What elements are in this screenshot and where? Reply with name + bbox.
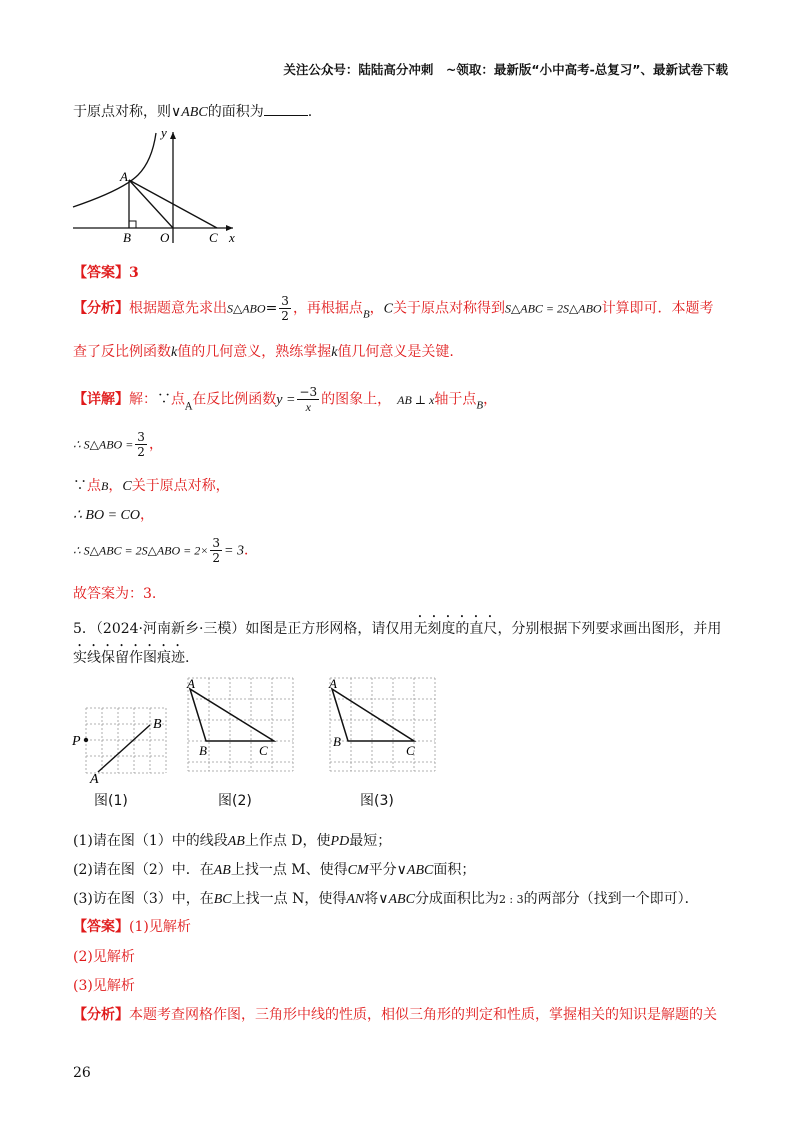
segment-label: PD — [330, 834, 350, 849]
frac-den: x — [305, 400, 311, 414]
math-expr: ∴ BO = CO — [73, 508, 140, 523]
frac-num: 3 — [137, 430, 145, 444]
triangle-abc — [332, 689, 414, 741]
punct: ， — [139, 507, 154, 523]
analysis-text: 查了反比例函数 — [73, 344, 171, 360]
punct: ． — [243, 542, 258, 559]
analysis-text: 值几何意义是关键. — [337, 344, 454, 360]
analysis-tag: 【分析】 — [73, 1007, 129, 1023]
question-2 — [73, 859, 475, 879]
equals: = — [265, 300, 278, 317]
point-c: C — [122, 479, 132, 494]
answer-5-line3: (3)见解析 — [73, 978, 135, 994]
page-header: 关注公众号：陆陆高分冲刺 ~领取：最新版“小中高考-总复习”、最新试卷下载 — [283, 62, 728, 77]
detail-line2 — [73, 430, 163, 459]
page-number: 26 — [73, 1065, 91, 1081]
question-text: 上作点 D，使 — [244, 833, 331, 849]
analysis-text: 值的几何意义，熟练掌握 — [177, 344, 332, 360]
question-text: 最短； — [349, 833, 392, 849]
label-c: C — [259, 743, 268, 758]
triangle-abc: ∨ABC — [378, 892, 415, 907]
punct: ， — [148, 436, 163, 453]
intro-suffix: 的面积为 — [207, 104, 264, 120]
segment-label: CM — [347, 863, 369, 878]
point-b: B — [101, 479, 109, 493]
hyperbola-graph — [68, 125, 253, 245]
question-text: (1)请在图（1）中的线段 — [73, 833, 228, 849]
math-expr: ∴ S△ABO = — [73, 437, 134, 452]
fig-caption-2: 图(2) — [218, 793, 252, 809]
math-expr: ∴ S△ABC = 2S△ABO = 2× — [73, 543, 209, 558]
frac-den: 2 — [281, 309, 289, 323]
analysis-1-line2 — [73, 341, 454, 361]
answer-5-line1 — [73, 916, 191, 936]
analysis-text: ，再根据点 — [292, 300, 363, 317]
intro-prefix: 于原点对称，则 — [73, 104, 171, 120]
k-symbol: k — [171, 345, 178, 360]
analysis-text: 根据题意先求出 — [129, 300, 227, 317]
answer-1 — [73, 262, 139, 282]
detail-line5 — [73, 536, 258, 565]
question-text: 分成面积比为 — [414, 891, 499, 907]
answer-5-line2: (2)见解析 — [73, 949, 135, 965]
triangle-abc: ∨ABC — [396, 863, 434, 878]
ratio: 2 : 3 — [498, 893, 524, 906]
label-a: A — [120, 169, 128, 184]
question-1 — [73, 830, 391, 850]
segment-ab — [98, 725, 150, 772]
area-abo: S△ABO — [227, 301, 266, 316]
answer-blank — [264, 115, 308, 116]
label-x: x — [229, 230, 235, 245]
analysis-1-line1 — [73, 294, 714, 323]
answer-part: (1)见解析 — [129, 919, 191, 935]
question-text: 的两部分（找到一个即可）． — [523, 891, 699, 907]
triangle-abc: ∨ABC — [171, 105, 208, 120]
answer-tag: 【答案】 — [73, 265, 129, 281]
detail-text: 轴于点 — [434, 391, 477, 408]
label-a: A — [329, 676, 337, 691]
question-text: 面积； — [433, 862, 476, 878]
problem5-line1 — [73, 613, 721, 638]
emphasized-text: 无刻度的直尺 — [413, 621, 498, 637]
detail-text: ， — [483, 391, 498, 408]
k-symbol: k — [331, 345, 338, 360]
detail-text: 解： — [129, 391, 157, 408]
label-a: A — [90, 772, 99, 783]
label-b: B — [153, 717, 162, 732]
intro-line — [73, 101, 312, 121]
label-p: P — [72, 734, 81, 749]
detail-text: 点 — [87, 478, 101, 494]
analysis-text: 计算即可．本题考 — [601, 300, 714, 317]
intro-end: . — [307, 104, 313, 120]
detail-text: 点 — [171, 391, 185, 408]
detail-line3 — [73, 475, 230, 495]
frac-num: 3 — [281, 294, 289, 308]
label-y: y — [161, 125, 167, 140]
perp-relation: AB ⊥ x — [397, 392, 435, 407]
math-expr: = 3 — [224, 543, 244, 559]
frac-den: 2 — [137, 445, 145, 459]
figure-2 — [184, 674, 300, 774]
segment-label: AB — [213, 863, 231, 878]
analysis-tag: 【分析】 — [73, 300, 129, 317]
problem5-line2 — [73, 642, 189, 667]
question-text: (3)访在图（3）中，在 — [73, 891, 214, 907]
detail-line4 — [73, 504, 154, 524]
fig-caption-3: 图(3) — [360, 793, 394, 809]
emphasized-text: 实线保留作图痕迹 — [73, 650, 185, 666]
label-b: B — [333, 734, 341, 749]
frac-num: −3 — [299, 385, 318, 399]
question-text: 将 — [364, 891, 379, 907]
analysis-5 — [73, 1004, 717, 1024]
label-b: B — [123, 230, 131, 245]
detail-text: 关于原点对称， — [131, 478, 230, 494]
y-axis-arrow — [170, 132, 176, 139]
punct: . — [185, 650, 190, 666]
question-text: 上找一点 M、使得 — [230, 862, 348, 878]
point-b: B — [476, 399, 484, 412]
function-lhs: y = — [276, 392, 296, 408]
problem-text: ，分别根据下列要求画出图形，并用 — [497, 621, 722, 637]
question-text: (2)请在图（2）中．在 — [73, 862, 214, 878]
comma: ， — [108, 478, 123, 494]
fig-caption-1: 图(1) — [94, 793, 128, 809]
answer-tag: 【答案】 — [73, 919, 129, 935]
analysis-text: 关于原点对称得到 — [393, 300, 506, 317]
point-p — [84, 738, 88, 742]
question-text: 上找一点 N，使得 — [231, 891, 347, 907]
triangle-abc — [190, 689, 274, 741]
question-3 — [73, 888, 699, 908]
point-a: A — [185, 401, 193, 413]
problem-text: 5．（2024·河南新乡·三模）如图是正方形网格，请仅用 — [73, 621, 414, 637]
question-text: 平分 — [368, 862, 397, 878]
comma: ， — [369, 300, 384, 317]
segment-label: AN — [346, 892, 365, 907]
frac-den: 2 — [212, 551, 221, 565]
label-o: O — [160, 230, 170, 245]
segment-label: AB — [227, 834, 245, 849]
figure-1 — [70, 705, 180, 783]
area-relation: S△ABC = 2S△ABO — [505, 301, 602, 316]
figure-3 — [326, 674, 442, 774]
grid-3 — [330, 678, 435, 771]
label-c: C — [209, 230, 218, 245]
detail-text: 的图象上， — [321, 391, 392, 408]
because-symbol: ∵ — [157, 391, 171, 408]
analysis-text: 本题考查网格作图，三角形中线的性质，相似三角形的判定和性质，掌握相关的知识是解题的关 — [129, 1007, 717, 1023]
because-symbol: ∵ — [73, 478, 87, 494]
answer-value: 3 — [129, 265, 139, 281]
detail-line1 — [73, 385, 497, 414]
label-c: C — [406, 743, 415, 758]
label-b: B — [199, 743, 207, 758]
segment-label: BC — [213, 892, 232, 907]
detail-text: 在反比例函数 — [192, 391, 277, 408]
conclusion: 故答案为：3. — [73, 586, 157, 602]
point-b: B — [362, 308, 370, 321]
detail-tag: 【详解】 — [73, 391, 129, 408]
label-a: A — [187, 676, 195, 691]
frac-num: 3 — [212, 536, 221, 550]
right-angle-mark — [129, 221, 136, 228]
point-c: C — [383, 301, 394, 317]
